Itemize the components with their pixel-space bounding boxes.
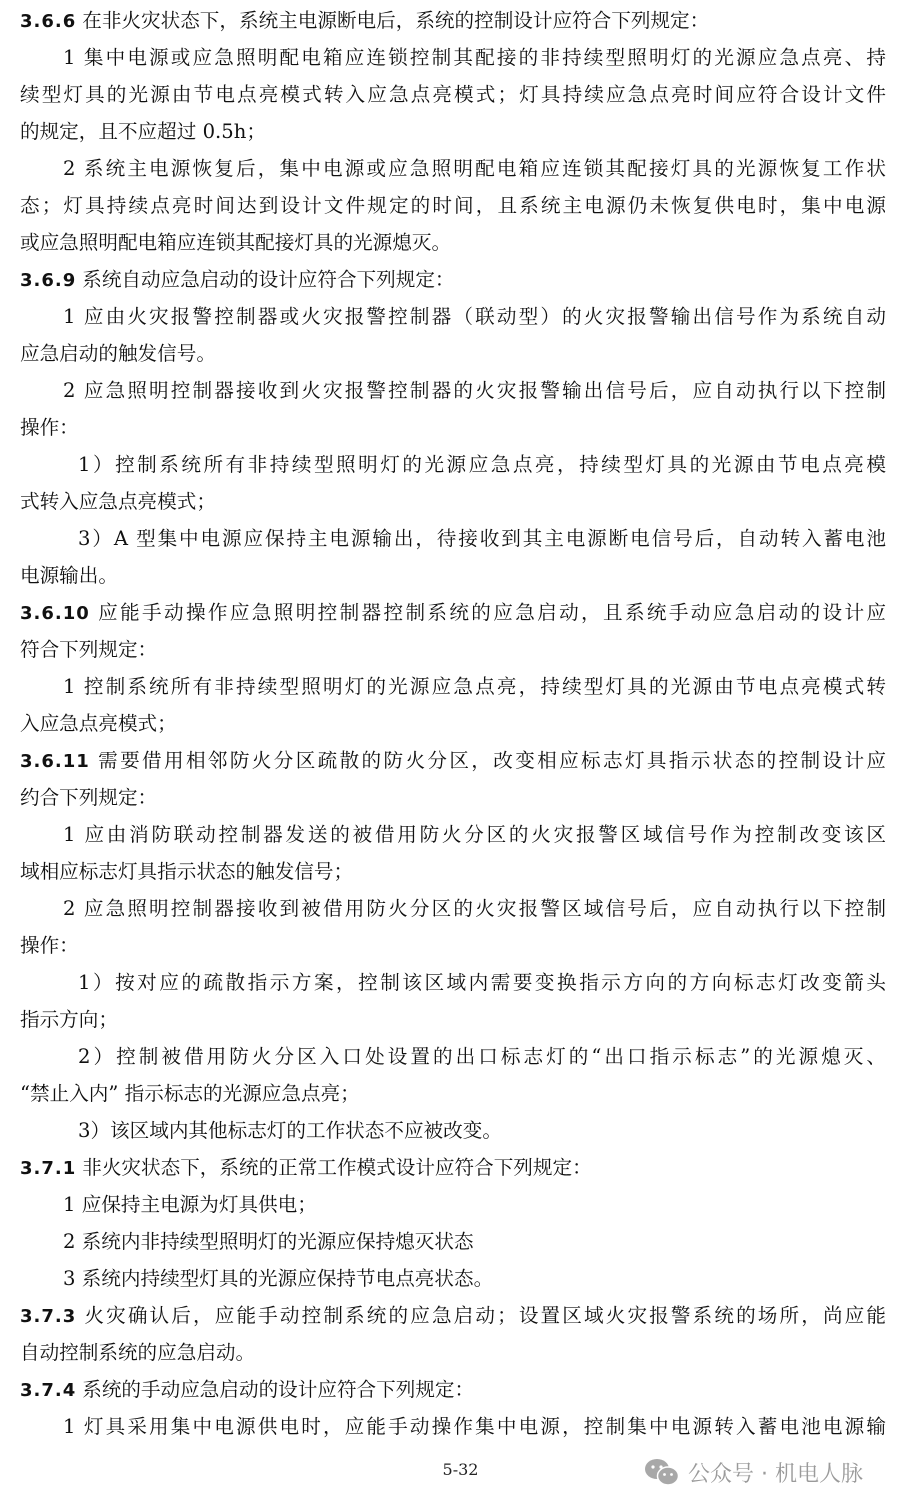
- line-text: 在非火灾状态下，系统主电源断电后，系统的控制设计应符合下列规定：: [82, 9, 710, 32]
- clause-number: 3.7.1: [20, 1158, 77, 1179]
- text-line: [20, 1334, 886, 1371]
- line-text: 系统自动应急启动的设计应符合下列规定：: [82, 268, 455, 291]
- text-line: [20, 409, 886, 446]
- line-text: 式转入应急点亮模式；: [20, 490, 216, 513]
- line-text: 约合下列规定：: [20, 786, 158, 809]
- text-line: [20, 668, 886, 705]
- line-text: 3）该区域内其他标志灯的工作状态不应被改变。: [78, 1119, 502, 1142]
- text-line: [20, 372, 886, 409]
- text-line: [20, 446, 886, 483]
- text-line: [20, 1112, 886, 1149]
- line-text: 域相应标志灯具指示状态的触发信号；: [20, 860, 354, 883]
- line-text: 3）A 型集中电源应保持主电源输出，待接收到其主电源断电信号后，自动转入蓄电池: [78, 527, 886, 550]
- text-line: [20, 335, 886, 372]
- clause-number: 3.6.6: [20, 11, 77, 32]
- line-text: 1 集中电源或应急照明配电箱应连锁控制其配接的非持续型照明灯的光源应急点亮、持: [63, 46, 886, 69]
- line-text: 1 应由消防联动控制器发送的被借用防火分区的火灾报警区域信号作为控制改变该区: [63, 823, 886, 846]
- clause-heading-line: [20, 742, 886, 779]
- line-text: 操作：: [20, 934, 79, 957]
- line-text: 或应急照明配电箱应连锁其配接灯具的光源熄灭。: [20, 231, 452, 254]
- line-text: 2 应急照明控制器接收到火灾报警控制器的火灾报警输出信号后，应自动执行以下控制: [63, 379, 886, 402]
- line-text: 电源输出。: [20, 564, 118, 587]
- line-text: “禁止入内” 指示标志的光源应急点亮；: [20, 1082, 360, 1105]
- line-text: 1 灯具采用集中电源供电时，应能手动操作集中电源，控制集中电源转入蓄电池电源输: [63, 1415, 886, 1438]
- clause-heading-line: [20, 261, 886, 298]
- line-text: 1 应保持主电源为灯具供电；: [63, 1193, 317, 1216]
- clause-number: 3.7.4: [20, 1380, 77, 1401]
- text-line: [20, 1223, 886, 1260]
- line-text: 态；灯具持续点亮时间达到设计文件规定的时间，且系统主电源仍未恢复供电时，集中电源: [20, 194, 886, 217]
- line-text: 1 应由火灾报警控制器或火灾报警控制器（联动型）的火灾报警输出信号作为系统自动: [63, 305, 886, 328]
- line-text: 自动控制系统的应急启动。: [20, 1341, 256, 1364]
- clause-number: 3.7.3: [20, 1306, 77, 1327]
- text-line: [20, 483, 886, 520]
- text-line: [20, 224, 886, 261]
- text-line: [20, 1038, 886, 1075]
- line-text: 3 系统内持续型灯具的光源应保持节电点亮状态。: [63, 1267, 494, 1290]
- line-text: 非火灾状态下，系统的正常工作模式设计应符合下列规定：: [82, 1156, 592, 1179]
- text-line: [20, 1186, 886, 1223]
- text-line: [20, 964, 886, 1001]
- clause-number: 3.6.11: [20, 751, 90, 772]
- line-text: 2 系统内非持续型照明灯的光源应保持熄灭状态: [63, 1230, 474, 1253]
- text-line: [20, 779, 886, 816]
- line-text: 2 应急照明控制器接收到被借用防火分区的火灾报警区域信号后，应自动执行以下控制: [63, 897, 886, 920]
- line-text: 火灾确认后，应能手动控制系统的应急启动；设置区域火灾报警系统的场所，尚应能: [82, 1304, 886, 1327]
- text-line: [20, 187, 886, 224]
- text-line: [20, 298, 886, 335]
- document-page: [20, 2, 886, 1445]
- page-number: 5-32: [442, 1460, 479, 1479]
- text-line: [20, 1408, 886, 1445]
- clause-heading-line: [20, 594, 886, 631]
- line-text: 入应急点亮模式；: [20, 712, 177, 735]
- clause-number: 3.6.9: [20, 270, 77, 291]
- line-text: 符合下列规定：: [20, 638, 158, 661]
- text-line: [20, 150, 886, 187]
- line-text: 需要借用相邻防火分区疏散的防火分区，改变相应标志灯具指示状态的控制设计应: [95, 749, 886, 772]
- text-line: [20, 631, 886, 668]
- line-text: 指示方向；: [20, 1008, 118, 1031]
- text-line: [20, 890, 886, 927]
- line-text: 系统的手动应急启动的设计应符合下列规定：: [82, 1378, 475, 1401]
- text-line: [20, 557, 886, 594]
- wechat-icon: [644, 1457, 680, 1487]
- line-text: 的规定，且不应超过 0.5h；: [20, 120, 266, 143]
- text-line: [20, 705, 886, 742]
- text-line: [20, 1075, 886, 1112]
- text-line: [20, 76, 886, 113]
- clause-heading-line: [20, 2, 886, 39]
- text-line: [20, 39, 886, 76]
- line-text: 应急启动的触发信号。: [20, 342, 216, 365]
- text-line: [20, 853, 886, 890]
- line-text: 操作：: [20, 416, 79, 439]
- line-text: 应能手动操作应急照明控制器控制系统的应急启动，且系统手动应急启动的设计应: [95, 601, 886, 624]
- line-text: 1）控制系统所有非持续型照明灯的光源应急点亮，持续型灯具的光源由节电点亮模: [78, 453, 886, 476]
- clause-number: 3.6.10: [20, 603, 90, 624]
- line-text: 2 系统主电源恢复后，集中电源或应急照明配电箱应连锁其配接灯具的光源恢复工作状: [63, 157, 886, 180]
- text-line: [20, 927, 886, 964]
- watermark-text: 公众号 · 机电人脉: [688, 1461, 863, 1487]
- line-text: 1）按对应的疏散指示方案，控制该区域内需要变换指示方向的方向标志灯改变箭头: [78, 971, 886, 994]
- line-text: 2）控制被借用防火分区入口处设置的出口标志灯的“出口指示标志”的光源熄灭、: [78, 1045, 886, 1068]
- text-line: [20, 816, 886, 853]
- text-line: [20, 1260, 886, 1297]
- watermark: [644, 1454, 863, 1490]
- clause-heading-line: [20, 1297, 886, 1334]
- line-text: 续型灯具的光源由节电点亮模式转入应急点亮模式；灯具持续应急点亮时间应符合设计文件: [20, 83, 886, 106]
- clause-heading-line: [20, 1371, 886, 1408]
- text-line: [20, 1001, 886, 1038]
- text-line: [20, 520, 886, 557]
- line-text: 1 控制系统所有非持续型照明灯的光源应急点亮，持续型灯具的光源由节电点亮模式转: [63, 675, 886, 698]
- clause-heading-line: [20, 1149, 886, 1186]
- text-line: [20, 113, 886, 150]
